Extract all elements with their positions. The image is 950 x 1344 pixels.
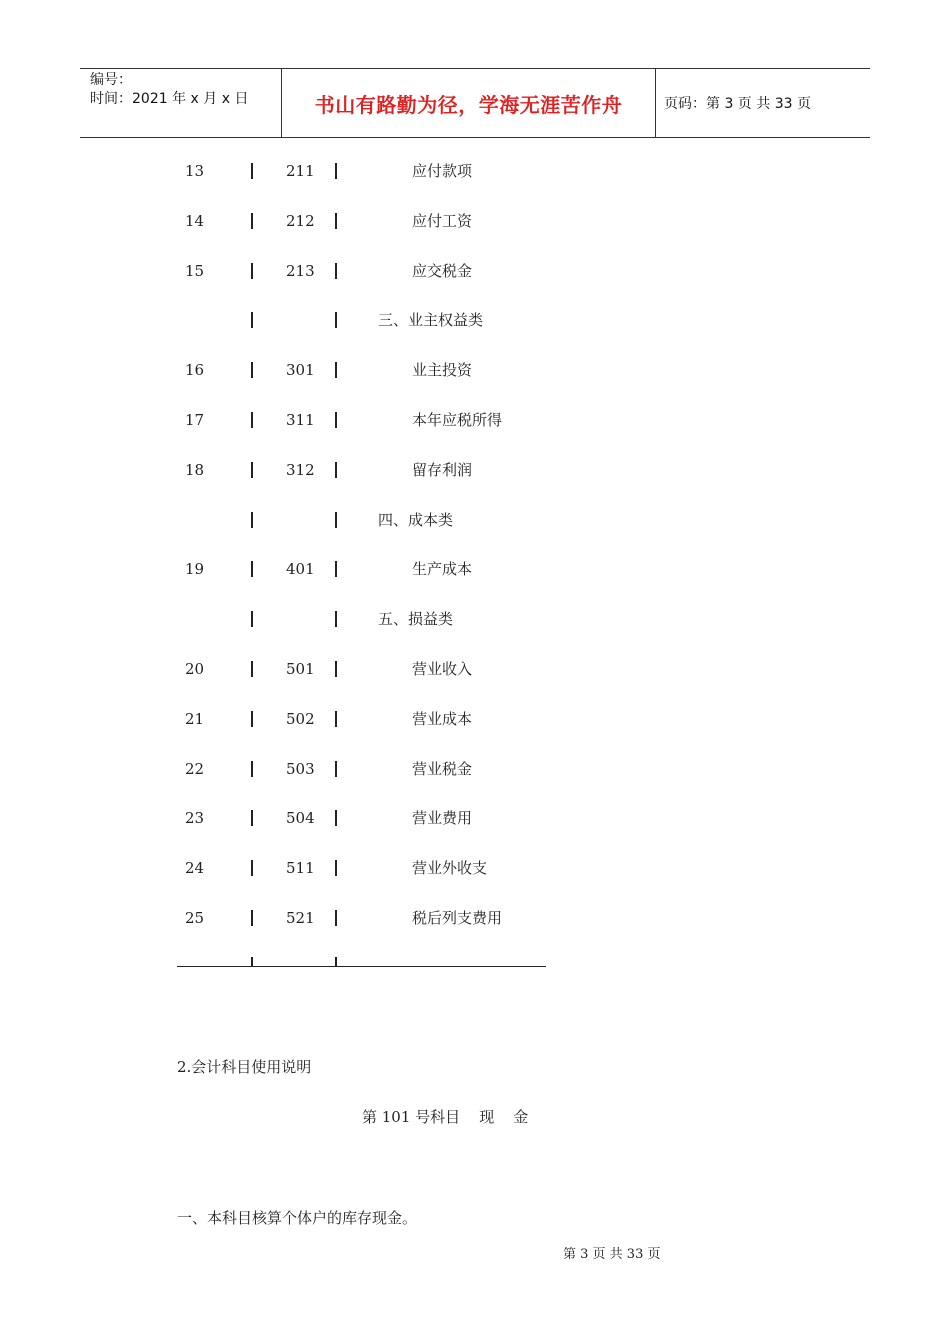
- column-separator: [251, 661, 253, 677]
- row-number: 24: [185, 859, 205, 877]
- column-separator: [335, 263, 337, 279]
- column-separator: [251, 512, 253, 528]
- account-code: 501: [286, 660, 315, 678]
- column-separator: [251, 810, 253, 826]
- account-name: 应付工资: [412, 212, 473, 230]
- account-code: 504: [286, 809, 315, 827]
- row-number: 18: [185, 461, 205, 479]
- row-number: 13: [185, 162, 205, 180]
- column-separator: [335, 761, 337, 777]
- column-separator: [335, 163, 337, 179]
- section-title: 2.会计科目使用说明: [177, 1058, 312, 1076]
- row-number: 19: [185, 560, 205, 578]
- column-separator: [251, 711, 253, 727]
- column-separator: [335, 561, 337, 577]
- table-row: [0, 358, 950, 382]
- table-row: [0, 508, 950, 532]
- row-number: 16: [185, 361, 205, 379]
- account-code: 401: [286, 560, 315, 578]
- table-row: [0, 607, 950, 631]
- account-name: 营业外收支: [412, 859, 488, 877]
- column-separator: [335, 910, 337, 926]
- column-separator: [335, 312, 337, 328]
- column-separator: [251, 462, 253, 478]
- account-name: 营业成本: [412, 710, 473, 728]
- account-name: 营业税金: [412, 760, 473, 778]
- table-row: [0, 757, 950, 781]
- account-code: 301: [286, 361, 315, 379]
- column-separator: [251, 910, 253, 926]
- account-code: 312: [286, 461, 315, 479]
- table-bottom-tick-1: [251, 957, 253, 967]
- column-separator: [251, 611, 253, 627]
- column-separator: [251, 561, 253, 577]
- column-separator: [251, 860, 253, 876]
- row-number: 23: [185, 809, 205, 827]
- header-meta: [80, 69, 280, 137]
- row-number: 22: [185, 760, 205, 778]
- column-separator: [335, 362, 337, 378]
- column-separator: [251, 412, 253, 428]
- date-label: 时间：2021 年 x 月 x 日: [90, 91, 249, 107]
- column-separator: [251, 761, 253, 777]
- row-number: 21: [185, 710, 205, 728]
- table-row: [0, 806, 950, 830]
- table-row: [0, 209, 950, 233]
- account-code: 521: [286, 909, 315, 927]
- paragraph-text: 一、本科目核算个体户的库存现金。: [177, 1209, 418, 1227]
- category-heading: 三、业主权益类: [378, 311, 484, 329]
- table-row: [0, 308, 950, 332]
- subject-title: 第 101 号科目 现 金: [362, 1108, 529, 1126]
- account-code: 211: [286, 162, 315, 180]
- motto-text: 书山有路勤为径，学海无涯苦作舟: [314, 92, 623, 117]
- header-page-cell: [655, 69, 870, 137]
- row-number: 17: [185, 411, 205, 429]
- account-name: 营业收入: [412, 660, 473, 678]
- table-row: [0, 856, 950, 880]
- account-name: 留存利润: [412, 461, 473, 479]
- column-separator: [335, 611, 337, 627]
- row-number: 15: [185, 262, 205, 280]
- table-row: [0, 159, 950, 183]
- category-heading: 四、成本类: [378, 511, 454, 529]
- page-header: [80, 68, 870, 138]
- column-separator: [335, 462, 337, 478]
- table-row: [0, 408, 950, 432]
- column-separator: [251, 163, 253, 179]
- account-name: 本年应税所得: [412, 411, 503, 429]
- table-row: [0, 259, 950, 283]
- table-row: [0, 906, 950, 930]
- account-name: 业主投资: [412, 361, 473, 379]
- column-separator: [335, 512, 337, 528]
- account-name: 应付款项: [412, 162, 473, 180]
- account-name: 应交税金: [412, 262, 473, 280]
- row-number: 25: [185, 909, 205, 927]
- column-separator: [251, 213, 253, 229]
- account-code: 511: [286, 859, 315, 877]
- column-separator: [335, 810, 337, 826]
- account-code: 503: [286, 760, 315, 778]
- table-bottom-rule: [177, 966, 546, 967]
- serial-label: 编号：: [90, 72, 132, 88]
- account-code: 212: [286, 212, 315, 230]
- column-separator: [335, 661, 337, 677]
- account-code: 502: [286, 710, 315, 728]
- account-code: 311: [286, 411, 315, 429]
- column-separator: [251, 362, 253, 378]
- account-name: 税后列支费用: [412, 909, 503, 927]
- table-row: [0, 707, 950, 731]
- table-bottom-tick-2: [335, 957, 337, 967]
- column-separator: [335, 860, 337, 876]
- row-number: 14: [185, 212, 205, 230]
- column-separator: [335, 213, 337, 229]
- category-heading: 五、损益类: [378, 610, 454, 628]
- column-separator: [251, 312, 253, 328]
- account-name: 生产成本: [412, 560, 473, 578]
- table-row: [0, 657, 950, 681]
- account-name: 营业费用: [412, 809, 473, 827]
- row-number: 20: [185, 660, 205, 678]
- table-row: [0, 557, 950, 581]
- table-row: [0, 458, 950, 482]
- column-separator: [335, 711, 337, 727]
- page-info: 页码：第 3 页 共 33 页: [664, 96, 811, 112]
- page-footer: 第 3 页 共 33 页: [563, 1247, 661, 1262]
- account-code: 213: [286, 262, 315, 280]
- column-separator: [335, 412, 337, 428]
- header-motto-cell: [281, 69, 656, 137]
- column-separator: [251, 263, 253, 279]
